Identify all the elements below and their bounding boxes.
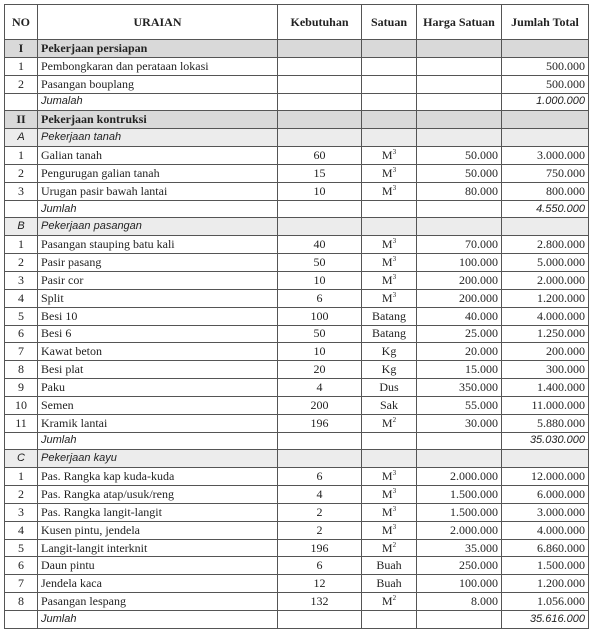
item-description: Pas. Rangka langit-langit — [38, 503, 278, 521]
satuan-exponent: 3 — [392, 272, 397, 281]
table-row — [5, 75, 589, 93]
item-number: 3 — [5, 182, 38, 200]
table-row — [5, 557, 589, 575]
empty-cell — [278, 40, 362, 58]
table-row — [5, 468, 589, 486]
empty-cell — [278, 93, 362, 111]
table-row — [5, 521, 589, 539]
item-jumlah-total: 300.000 — [502, 361, 589, 379]
item-description: Pasangan bouplang — [38, 75, 278, 93]
cost-table-container — [4, 4, 589, 629]
satuan-exponent: 3 — [392, 469, 397, 478]
satuan-text: M — [381, 237, 393, 252]
item-kebutuhan: 6 — [278, 289, 362, 307]
satuan-text: M — [381, 504, 393, 519]
item-number: 8 — [5, 361, 38, 379]
cost-estimate-table — [4, 4, 589, 629]
subtotal-row — [5, 200, 589, 218]
empty-cell — [5, 611, 38, 629]
item-satuan — [362, 486, 417, 504]
empty-cell — [5, 432, 38, 450]
item-kebutuhan: 2 — [278, 521, 362, 539]
item-harga-satuan: 200.000 — [417, 271, 502, 289]
item-description: Pasangan lespang — [38, 593, 278, 611]
subtotal-value: 35.030.000 — [502, 432, 589, 450]
item-satuan — [362, 361, 417, 379]
subtotal-label: Jumalah — [38, 93, 278, 111]
item-harga-satuan: 1.500.000 — [417, 503, 502, 521]
empty-cell — [362, 611, 417, 629]
header-jumlah-total: Jumlah Total — [502, 5, 589, 40]
item-number: 1 — [5, 147, 38, 165]
item-jumlah-total: 4.000.000 — [502, 307, 589, 325]
item-satuan — [362, 307, 417, 325]
section-row — [5, 111, 589, 129]
satuan-text: M — [381, 272, 393, 287]
subsection-title: Pekerjaan tanah — [38, 129, 278, 147]
item-satuan — [362, 468, 417, 486]
empty-cell — [362, 450, 417, 468]
satuan-exponent: 3 — [392, 504, 397, 513]
empty-cell — [362, 129, 417, 147]
subsection-title: Pekerjaan kayu — [38, 450, 278, 468]
item-number: 6 — [5, 557, 38, 575]
item-number: 2 — [5, 254, 38, 272]
item-harga-satuan: 50.000 — [417, 164, 502, 182]
item-satuan — [362, 57, 417, 75]
item-jumlah-total: 500.000 — [502, 57, 589, 75]
empty-cell — [362, 200, 417, 218]
item-number: 5 — [5, 307, 38, 325]
satuan-text: M — [381, 487, 393, 502]
item-satuan — [362, 503, 417, 521]
item-harga-satuan: 250.000 — [417, 557, 502, 575]
empty-cell — [417, 111, 502, 129]
header-uraian: URAIAN — [38, 5, 278, 40]
item-harga-satuan: 350.000 — [417, 379, 502, 397]
item-number: 1 — [5, 468, 38, 486]
subtotal-value: 1.000.000 — [502, 93, 589, 111]
item-description: Besi 6 — [38, 325, 278, 343]
table-row — [5, 361, 589, 379]
satuan-text: M — [381, 147, 393, 162]
item-description: Galian tanah — [38, 147, 278, 165]
item-description: Pasangan stauping batu kali — [38, 236, 278, 254]
item-description: Pembongkaran dan perataan lokasi — [38, 57, 278, 75]
subsection-title: Pekerjaan pasangan — [38, 218, 278, 236]
table-row — [5, 539, 589, 557]
subtotal-row — [5, 93, 589, 111]
item-description: Langit-langit interknit — [38, 539, 278, 557]
table-row — [5, 164, 589, 182]
item-harga-satuan: 1.500.000 — [417, 486, 502, 504]
item-description: Semen — [38, 396, 278, 414]
header-harga-satuan: Harga Satuan — [417, 5, 502, 40]
item-harga-satuan: 40.000 — [417, 307, 502, 325]
subtotal-label: Jumlah — [38, 200, 278, 218]
item-jumlah-total: 800.000 — [502, 182, 589, 200]
item-description: Kramik lantai — [38, 414, 278, 432]
subtotal-label: Jumlah — [38, 611, 278, 629]
item-jumlah-total: 6.000.000 — [502, 486, 589, 504]
item-description: Kusen pintu, jendela — [38, 521, 278, 539]
item-kebutuhan: 50 — [278, 254, 362, 272]
item-jumlah-total: 1.056.000 — [502, 593, 589, 611]
item-harga-satuan: 20.000 — [417, 343, 502, 361]
item-harga-satuan: 30.000 — [417, 414, 502, 432]
section-number: II — [5, 111, 38, 129]
item-description: Pas. Rangka atap/usuk/reng — [38, 486, 278, 504]
empty-cell — [362, 432, 417, 450]
item-satuan — [362, 414, 417, 432]
item-satuan — [362, 325, 417, 343]
item-number: 7 — [5, 343, 38, 361]
satuan-text: M — [381, 165, 393, 180]
satuan-text: M — [381, 255, 393, 270]
item-number: 2 — [5, 486, 38, 504]
item-jumlah-total: 500.000 — [502, 75, 589, 93]
item-jumlah-total: 3.000.000 — [502, 503, 589, 521]
item-kebutuhan: 10 — [278, 271, 362, 289]
table-row — [5, 343, 589, 361]
item-jumlah-total: 4.000.000 — [502, 521, 589, 539]
empty-cell — [502, 40, 589, 58]
item-description: Pasir pasang — [38, 254, 278, 272]
item-satuan — [362, 271, 417, 289]
item-kebutuhan: 15 — [278, 164, 362, 182]
table-row — [5, 57, 589, 75]
satuan-text: M — [381, 522, 393, 537]
item-kebutuhan — [278, 75, 362, 93]
satuan-exponent: 2 — [392, 415, 397, 424]
item-number: 2 — [5, 164, 38, 182]
item-harga-satuan: 50.000 — [417, 147, 502, 165]
item-satuan — [362, 521, 417, 539]
empty-cell — [417, 218, 502, 236]
satuan-text: Kg — [381, 362, 397, 377]
item-description: Split — [38, 289, 278, 307]
subtotal-row — [5, 432, 589, 450]
satuan-exponent: 3 — [392, 165, 397, 174]
item-number: 1 — [5, 236, 38, 254]
item-harga-satuan: 80.000 — [417, 182, 502, 200]
subsection-row — [5, 218, 589, 236]
table-row — [5, 254, 589, 272]
item-jumlah-total: 5.880.000 — [502, 414, 589, 432]
empty-cell — [417, 129, 502, 147]
satuan-text: Batang — [372, 326, 406, 341]
satuan-text: Buah — [376, 558, 402, 573]
item-satuan — [362, 379, 417, 397]
item-jumlah-total: 11.000.000 — [502, 396, 589, 414]
item-description: Besi 10 — [38, 307, 278, 325]
table-row — [5, 147, 589, 165]
table-row — [5, 182, 589, 200]
item-harga-satuan: 35.000 — [417, 539, 502, 557]
satuan-text: Sak — [380, 397, 398, 412]
table-row — [5, 414, 589, 432]
item-jumlah-total: 3.000.000 — [502, 147, 589, 165]
item-harga-satuan: 25.000 — [417, 325, 502, 343]
header-row — [5, 5, 589, 40]
item-harga-satuan — [417, 57, 502, 75]
item-harga-satuan: 200.000 — [417, 289, 502, 307]
table-row — [5, 289, 589, 307]
table-row — [5, 396, 589, 414]
subtotal-row — [5, 611, 589, 629]
item-number: 11 — [5, 414, 38, 432]
table-row — [5, 503, 589, 521]
empty-cell — [502, 450, 589, 468]
item-description: Urugan pasir bawah lantai — [38, 182, 278, 200]
empty-cell — [5, 200, 38, 218]
empty-cell — [278, 200, 362, 218]
satuan-text: M — [381, 469, 393, 484]
empty-cell — [502, 129, 589, 147]
item-kebutuhan: 100 — [278, 307, 362, 325]
item-satuan — [362, 289, 417, 307]
satuan-exponent: 3 — [392, 237, 397, 246]
empty-cell — [362, 218, 417, 236]
item-satuan — [362, 396, 417, 414]
item-satuan — [362, 539, 417, 557]
satuan-exponent: 2 — [392, 594, 397, 603]
header-no: NO — [5, 5, 38, 40]
item-harga-satuan: 55.000 — [417, 396, 502, 414]
item-satuan — [362, 343, 417, 361]
empty-cell — [278, 611, 362, 629]
item-jumlah-total: 1.400.000 — [502, 379, 589, 397]
item-kebutuhan: 132 — [278, 593, 362, 611]
empty-cell — [417, 40, 502, 58]
section-row — [5, 40, 589, 58]
item-harga-satuan: 2.000.000 — [417, 468, 502, 486]
section-number: I — [5, 40, 38, 58]
table-row — [5, 486, 589, 504]
header-kebutuhan: Kebutuhan — [278, 5, 362, 40]
item-kebutuhan: 60 — [278, 147, 362, 165]
item-jumlah-total: 200.000 — [502, 343, 589, 361]
item-description: Jendela kaca — [38, 575, 278, 593]
item-satuan — [362, 593, 417, 611]
item-kebutuhan: 4 — [278, 379, 362, 397]
item-kebutuhan: 12 — [278, 575, 362, 593]
table-row — [5, 593, 589, 611]
item-harga-satuan: 70.000 — [417, 236, 502, 254]
item-description: Pasir cor — [38, 271, 278, 289]
item-kebutuhan: 10 — [278, 343, 362, 361]
empty-cell — [278, 218, 362, 236]
item-harga-satuan: 100.000 — [417, 575, 502, 593]
satuan-text: Buah — [376, 576, 402, 591]
item-number: 6 — [5, 325, 38, 343]
item-number: 2 — [5, 75, 38, 93]
empty-cell — [417, 611, 502, 629]
item-number: 3 — [5, 271, 38, 289]
item-kebutuhan: 6 — [278, 557, 362, 575]
item-jumlah-total: 6.860.000 — [502, 539, 589, 557]
empty-cell — [417, 93, 502, 111]
satuan-text: M — [381, 183, 393, 198]
empty-cell — [417, 200, 502, 218]
item-satuan — [362, 164, 417, 182]
item-jumlah-total: 5.000.000 — [502, 254, 589, 272]
empty-cell — [362, 93, 417, 111]
satuan-exponent: 3 — [392, 487, 397, 496]
item-number: 1 — [5, 57, 38, 75]
item-harga-satuan — [417, 75, 502, 93]
table-row — [5, 325, 589, 343]
empty-cell — [502, 218, 589, 236]
item-harga-satuan: 8.000 — [417, 593, 502, 611]
section-title: Pekerjaan kontruksi — [38, 111, 278, 129]
empty-cell — [362, 40, 417, 58]
table-row — [5, 236, 589, 254]
item-satuan — [362, 147, 417, 165]
subtotal-value: 35.616.000 — [502, 611, 589, 629]
item-jumlah-total: 750.000 — [502, 164, 589, 182]
item-satuan — [362, 182, 417, 200]
item-number: 8 — [5, 593, 38, 611]
empty-cell — [278, 129, 362, 147]
table-row — [5, 271, 589, 289]
satuan-exponent: 3 — [392, 147, 397, 156]
item-jumlah-total: 12.000.000 — [502, 468, 589, 486]
item-kebutuhan: 196 — [278, 414, 362, 432]
empty-cell — [278, 111, 362, 129]
item-number: 10 — [5, 396, 38, 414]
item-jumlah-total: 1.200.000 — [502, 575, 589, 593]
satuan-text: M — [381, 594, 393, 609]
item-number: 9 — [5, 379, 38, 397]
item-jumlah-total: 1.500.000 — [502, 557, 589, 575]
empty-cell — [502, 111, 589, 129]
item-description: Kawat beton — [38, 343, 278, 361]
item-kebutuhan — [278, 57, 362, 75]
item-jumlah-total: 2.800.000 — [502, 236, 589, 254]
item-kebutuhan: 40 — [278, 236, 362, 254]
satuan-text: Batang — [372, 308, 406, 323]
item-jumlah-total: 1.200.000 — [502, 289, 589, 307]
item-description: Pengurugan galian tanah — [38, 164, 278, 182]
item-description: Pas. Rangka kap kuda-kuda — [38, 468, 278, 486]
table-row — [5, 379, 589, 397]
subsection-letter: A — [5, 129, 38, 147]
item-description: Daun pintu — [38, 557, 278, 575]
item-number: 3 — [5, 503, 38, 521]
item-kebutuhan: 20 — [278, 361, 362, 379]
item-satuan — [362, 236, 417, 254]
item-number: 5 — [5, 539, 38, 557]
table-row — [5, 575, 589, 593]
item-satuan — [362, 254, 417, 272]
item-kebutuhan: 50 — [278, 325, 362, 343]
subsection-row — [5, 450, 589, 468]
satuan-exponent: 3 — [392, 255, 397, 264]
empty-cell — [362, 111, 417, 129]
subsection-letter: C — [5, 450, 38, 468]
subtotal-label: Jumlah — [38, 432, 278, 450]
subsection-letter: B — [5, 218, 38, 236]
item-harga-satuan: 15.000 — [417, 361, 502, 379]
satuan-text: M — [381, 415, 393, 430]
satuan-text: Dus — [379, 379, 399, 394]
item-jumlah-total: 2.000.000 — [502, 271, 589, 289]
item-kebutuhan: 10 — [278, 182, 362, 200]
item-harga-satuan: 100.000 — [417, 254, 502, 272]
item-satuan — [362, 557, 417, 575]
empty-cell — [417, 450, 502, 468]
item-kebutuhan: 200 — [278, 396, 362, 414]
item-description: Paku — [38, 379, 278, 397]
item-number: 4 — [5, 521, 38, 539]
item-jumlah-total: 1.250.000 — [502, 325, 589, 343]
section-title: Pekerjaan persiapan — [38, 40, 278, 58]
item-harga-satuan: 2.000.000 — [417, 521, 502, 539]
item-description: Besi plat — [38, 361, 278, 379]
item-kebutuhan: 4 — [278, 486, 362, 504]
satuan-text: Kg — [381, 344, 397, 359]
satuan-exponent: 3 — [392, 290, 397, 299]
header-satuan: Satuan — [362, 5, 417, 40]
satuan-exponent: 2 — [392, 540, 397, 549]
satuan-exponent: 3 — [392, 522, 397, 531]
item-satuan — [362, 575, 417, 593]
table-row — [5, 307, 589, 325]
empty-cell — [278, 450, 362, 468]
item-number: 4 — [5, 289, 38, 307]
satuan-text: M — [381, 290, 393, 305]
item-number: 7 — [5, 575, 38, 593]
empty-cell — [278, 432, 362, 450]
subtotal-value: 4.550.000 — [502, 200, 589, 218]
item-satuan — [362, 75, 417, 93]
item-kebutuhan: 6 — [278, 468, 362, 486]
item-kebutuhan: 196 — [278, 539, 362, 557]
empty-cell — [5, 93, 38, 111]
subsection-row — [5, 129, 589, 147]
item-kebutuhan: 2 — [278, 503, 362, 521]
satuan-text: M — [381, 540, 393, 555]
empty-cell — [417, 432, 502, 450]
satuan-exponent: 3 — [392, 183, 397, 192]
table-body — [5, 40, 589, 629]
